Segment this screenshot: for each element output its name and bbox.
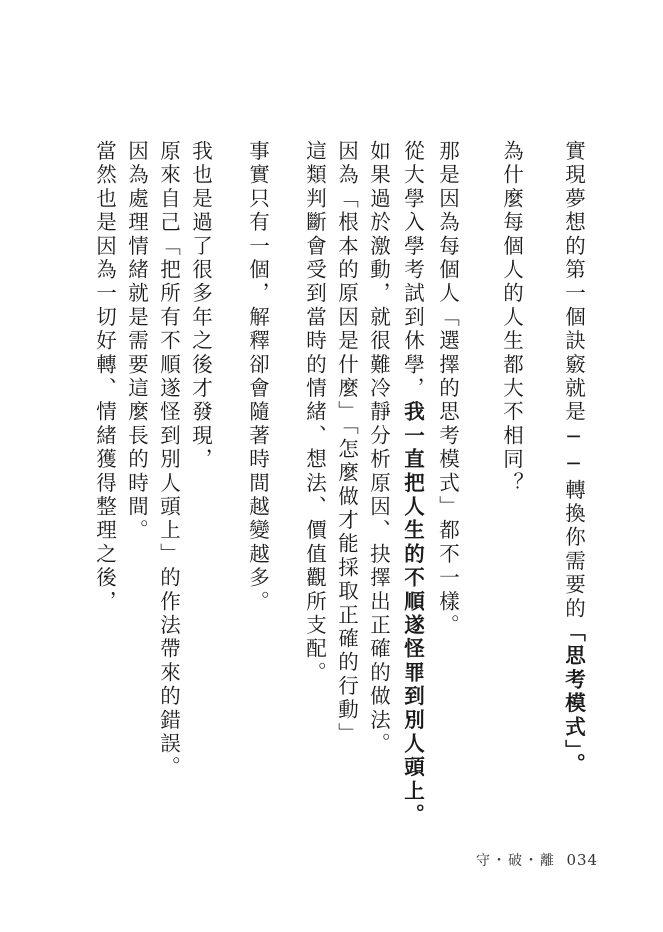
text-normal: 從大學入學考試到休學， bbox=[400, 140, 425, 401]
text-normal: 原來自己「把所有不順遂怪到別人頭上」的作法帶來的錯誤。 bbox=[156, 140, 181, 780]
text-normal: 實現夢想的第一個訣竅就是──轉換你需要的 bbox=[561, 140, 586, 621]
text-column-2 bbox=[501, 140, 522, 496]
book-title: 守・破・離 bbox=[476, 853, 556, 869]
text-normal: 為什麼每個人的人生都大不相同？ bbox=[499, 140, 524, 496]
text-column-8 bbox=[247, 140, 268, 614]
text-column-10 bbox=[158, 140, 179, 780]
page-number: 034 bbox=[566, 851, 599, 869]
text-normal: 這類判斷會受到當時的情緒、想法、價值觀所支配。 bbox=[302, 140, 327, 686]
text-column-7 bbox=[304, 140, 325, 685]
text-normal: 因為處理情緒就是需要這麼長的時間。 bbox=[124, 140, 149, 543]
text-column-1 bbox=[563, 140, 584, 777]
text-normal: 事實只有一個，解釋卻會隨著時間越變越多。 bbox=[245, 140, 270, 614]
text-column-11 bbox=[126, 140, 147, 543]
text-column-6 bbox=[336, 140, 357, 746]
text-normal: 那是因為每個人「選擇的思考模式」都不一樣。 bbox=[435, 140, 460, 638]
text-bold: 「思考模式」。 bbox=[561, 621, 586, 777]
text-normal: 如果過於激動，就很難冷靜分析原因、抉擇出正確的做法。 bbox=[366, 140, 391, 757]
text-column-4 bbox=[402, 140, 423, 827]
text-normal: 當然也是因為一切好轉、情緒獲得整理之後， bbox=[92, 140, 117, 614]
text-column-5 bbox=[368, 140, 389, 756]
page-footer bbox=[476, 850, 598, 870]
text-normal: 因為「根本的原因是什麼」「怎麼做才能採取正確的行動」 bbox=[334, 140, 359, 746]
text-bold: 我一直把人生的不順遂怪罪到別人頭上。 bbox=[400, 400, 425, 828]
text-column-9 bbox=[190, 140, 211, 472]
text-normal: 我也是過了很多年之後才發現， bbox=[188, 140, 213, 472]
text-column-12 bbox=[94, 140, 115, 614]
text-column-3 bbox=[437, 140, 458, 638]
